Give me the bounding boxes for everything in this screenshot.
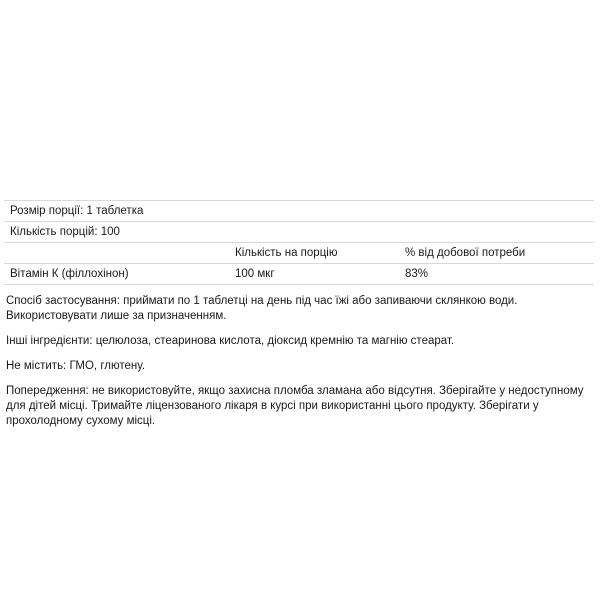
usage-instructions: Спосіб застосування: приймати по 1 таблетці на день під час їжі або запиваючи склянкою води. Використовувати лише за призначенням.: [6, 295, 518, 322]
warning-text: Попередження: не використовуйте, якщо захисна пломба зламана або відсутня. Зберігайте у недоступному для дітей місці. Тримайте ліцензованого лікаря в курсі при використанні цього продукту. Зберігати у прохолодному сухому місці.: [6, 385, 584, 427]
servings-count-row: [4, 222, 594, 243]
nutrient-daily-value: 83%: [399, 264, 594, 285]
table-header-row: [4, 243, 594, 264]
header-empty-cell: [4, 243, 229, 264]
free-from-statement: Не містить: ГМО, глютену.: [6, 360, 146, 372]
supplement-facts-table: [4, 200, 594, 285]
serving-size-text: Розмір порції: 1 таблетка: [4, 201, 594, 222]
servings-count-text: Кількість порцій: 100: [4, 222, 594, 243]
table-row: [4, 264, 594, 285]
product-notes: [6, 294, 591, 439]
nutrient-name: Вітамін К (філлохінон): [4, 264, 229, 285]
header-daily-value: % від добової потреби: [399, 243, 594, 264]
serving-size-row: [4, 201, 594, 222]
nutrient-amount: 100 мкг: [229, 264, 399, 285]
other-ingredients: Інші інгредієнти: целюлоза, стеаринова кислота, діоксид кремнію та магнію стеарат.: [6, 335, 455, 347]
header-amount-per-serving: Кількість на порцію: [229, 243, 399, 264]
